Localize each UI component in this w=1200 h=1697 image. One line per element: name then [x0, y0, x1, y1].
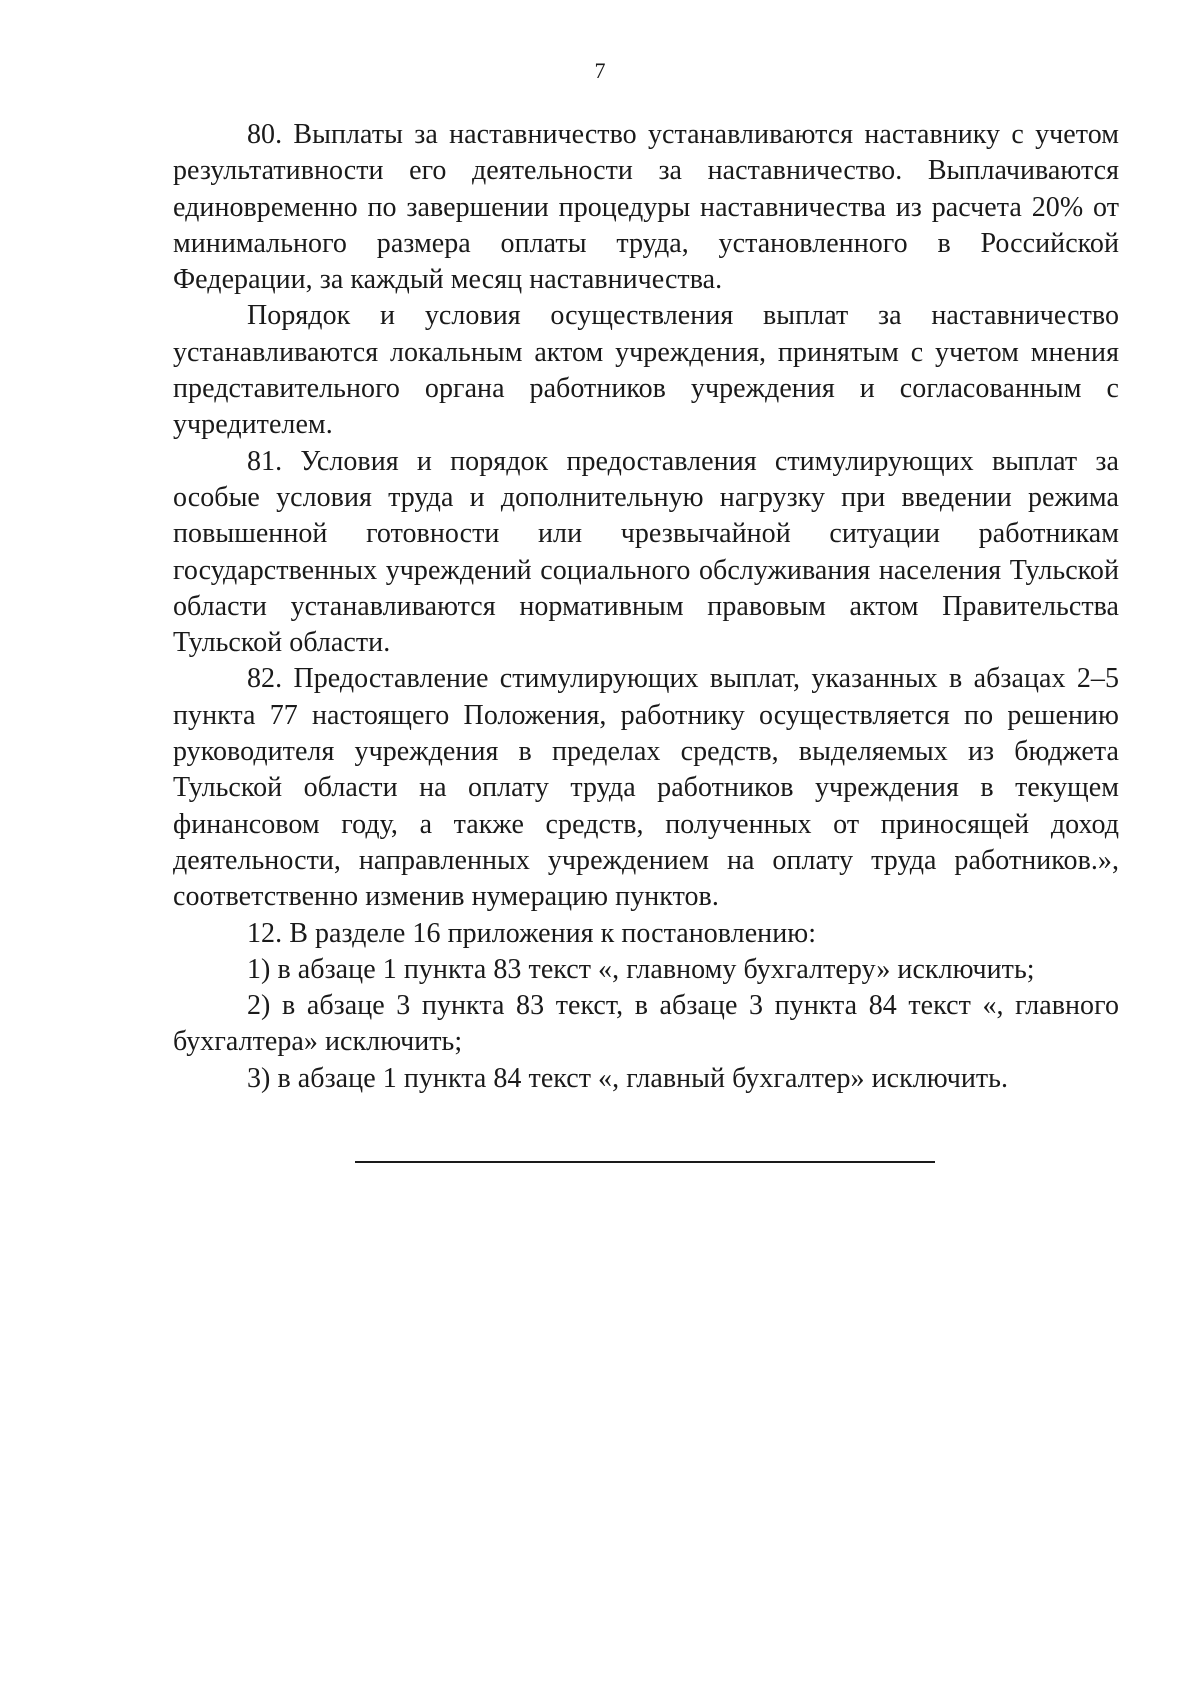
paragraph-81: 81. Условия и порядок предоставления стимулирующих выплат за особые условия труда и дополнительную нагрузку при введении режима повышенной готовности или чрезвычайной ситуации работникам государственных учреждений социального обслуживания населения Тульской области устанавливаются нормативным правовым актом Правительства Тульской области.: [173, 445, 1119, 659]
document-body: [173, 117, 1119, 1097]
page-number: 7: [594, 58, 606, 83]
paragraph-12-item-3: 3) в абзаце 1 пункта 84 текст «, главный бухгалтер» исключить.: [247, 1062, 1009, 1094]
paragraph-12-heading: 12. В разделе 16 приложения к постановлению:: [247, 917, 817, 949]
paragraph-80: 80. Выплаты за наставничество устанавливаются наставнику с учетом результативности его деятельности за наставничество. Выплачиваются единовременно по завершении процедуры наставничества из расчета 20% от минимального размера оплаты труда, установленного в Российской Федерации, за каждый месяц наставничества.: [173, 119, 1119, 296]
paragraph-12-item-1: 1) в абзаце 1 пункта 83 текст «, главному бухгалтеру» исключить;: [247, 953, 1035, 985]
paragraph-82: 82. Предоставление стимулирующих выплат, указанных в абзацах 2–5 пункта 77 настоящего Положения, работнику осуществляется по решению руководителя учреждения в пределах средств, выделяемых из бюджета Тульской области на оплату труда работников учреждения в текущем финансовом году, а также средств, полученных от приносящей доход деятельности, направленных учреждением на оплату труда работников.», соответственно изменив нумерацию пунктов.: [173, 663, 1119, 913]
paragraph-12-item-2: 2) в абзаце 3 пункта 83 текст, в абзаце 3 пункта 84 текст «, главного бухгалтера» исключить;: [173, 990, 1119, 1058]
paragraph-80-order: Порядок и условия осуществления выплат за наставничество устанавливаются локальным актом учреждения, принятым с учетом мнения представительного органа работников учреждения и согласованным с учредителем.: [173, 300, 1119, 441]
end-separator-line: [355, 1161, 935, 1163]
